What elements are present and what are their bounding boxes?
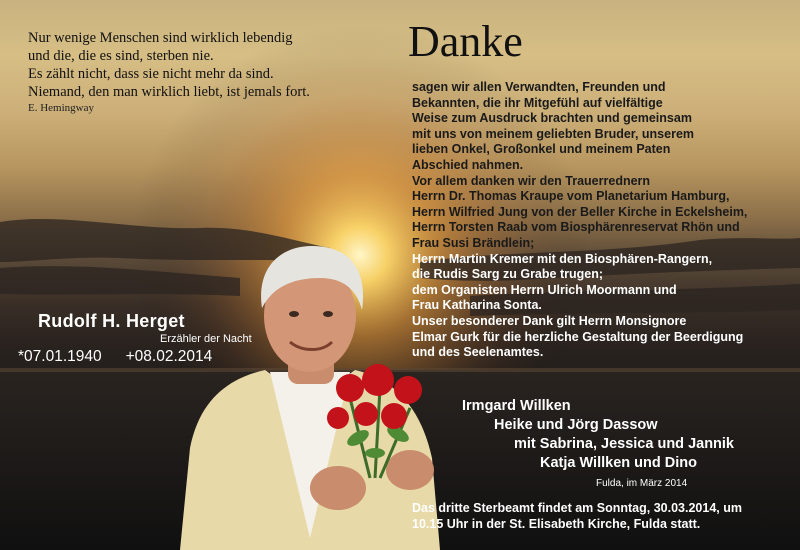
life-dates [18, 348, 212, 366]
quote-author: E. Hemingway [28, 102, 94, 114]
thanks-line: Abschied nahmen. [412, 157, 524, 172]
thanks-line: Herrn Wilfried Jung von der Beller Kirche in Eckelsheim, [412, 204, 748, 219]
thanks-line: Herrn Torsten Raab vom Biosphärenreservat Rhön und [412, 220, 740, 235]
thanks-line: Bekannten, die ihr Mitgefühl auf vielfältige [412, 95, 663, 110]
thanks-line: und des Seelenamtes. [412, 345, 544, 360]
quote-line: Nur wenige Menschen sind wirklich lebendig [28, 30, 293, 46]
quote-line: Es zählt nicht, dass sie nicht mehr da sind. [28, 66, 274, 82]
family-line: Heike und Jörg Dassow [494, 417, 658, 433]
family-line: mit Sabrina, Jessica und Jannik [514, 436, 734, 452]
thanks-line: mit uns von meinem geliebten Bruder, unserem [412, 126, 695, 141]
thanks-line: Unser besonderer Dank gilt Herrn Monsignore [412, 313, 687, 328]
thanks-line: lieben Onkel, Großonkel und meinem Paten [412, 142, 671, 157]
family-line: Katja Willken und Dino [540, 455, 697, 471]
thanks-line: Frau Susi Brändlein; [412, 235, 535, 250]
thanks-line: Weise zum Ausdruck brachten und gemeinsam [412, 111, 692, 126]
thanks-line: Herrn Martin Kremer mit den Biosphären-Rangern, [412, 251, 713, 266]
death-date: +08.02.2014 [125, 348, 213, 365]
thanks-line: Frau Katharina Sonta. [412, 298, 542, 313]
deceased-subtitle: Erzähler der Nacht [160, 333, 252, 345]
quote-line: und die, die es sind, sterben nie. [28, 48, 214, 64]
thanks-line: die Rudis Sarg zu Grabe trugen; [412, 267, 603, 282]
eye-right [323, 311, 333, 317]
place-date: Fulda, im März 2014 [596, 478, 688, 489]
thanks-line: Vor allem danken wir den Trauerrednern [412, 173, 651, 188]
thanks-text [412, 80, 792, 361]
eye-left [289, 311, 299, 317]
thanks-line: Herrn Dr. Thomas Kraupe vom Planetarium Hamburg, [412, 189, 730, 204]
birth-date: *07.01.1940 [18, 348, 102, 365]
service-notice [412, 500, 796, 532]
family-line: Irmgard Willken [462, 398, 571, 414]
deceased-name: Rudolf H. Herget [38, 311, 185, 331]
thanks-line: sagen wir allen Verwandten, Freunden und [412, 80, 666, 94]
hand-left [310, 466, 366, 510]
page-title: Danke [408, 17, 523, 66]
hand-right [386, 450, 434, 490]
thanks-line: dem Organisten Herrn Ulrich Moormann und [412, 282, 677, 297]
quote-line: Niemand, den man wirklich liebt, ist jemals fort. [28, 84, 310, 100]
service-line: Das dritte Sterbeamt findet am Sonntag, 30.03.2014, um [412, 501, 742, 515]
thanks-line: Elmar Gurk für die herzliche Gestaltung der Beerdigung [412, 329, 744, 344]
service-line: 10.15 Uhr in der St. Elisabeth Kirche, Fulda statt. [412, 517, 701, 531]
hemingway-quote [28, 29, 388, 115]
